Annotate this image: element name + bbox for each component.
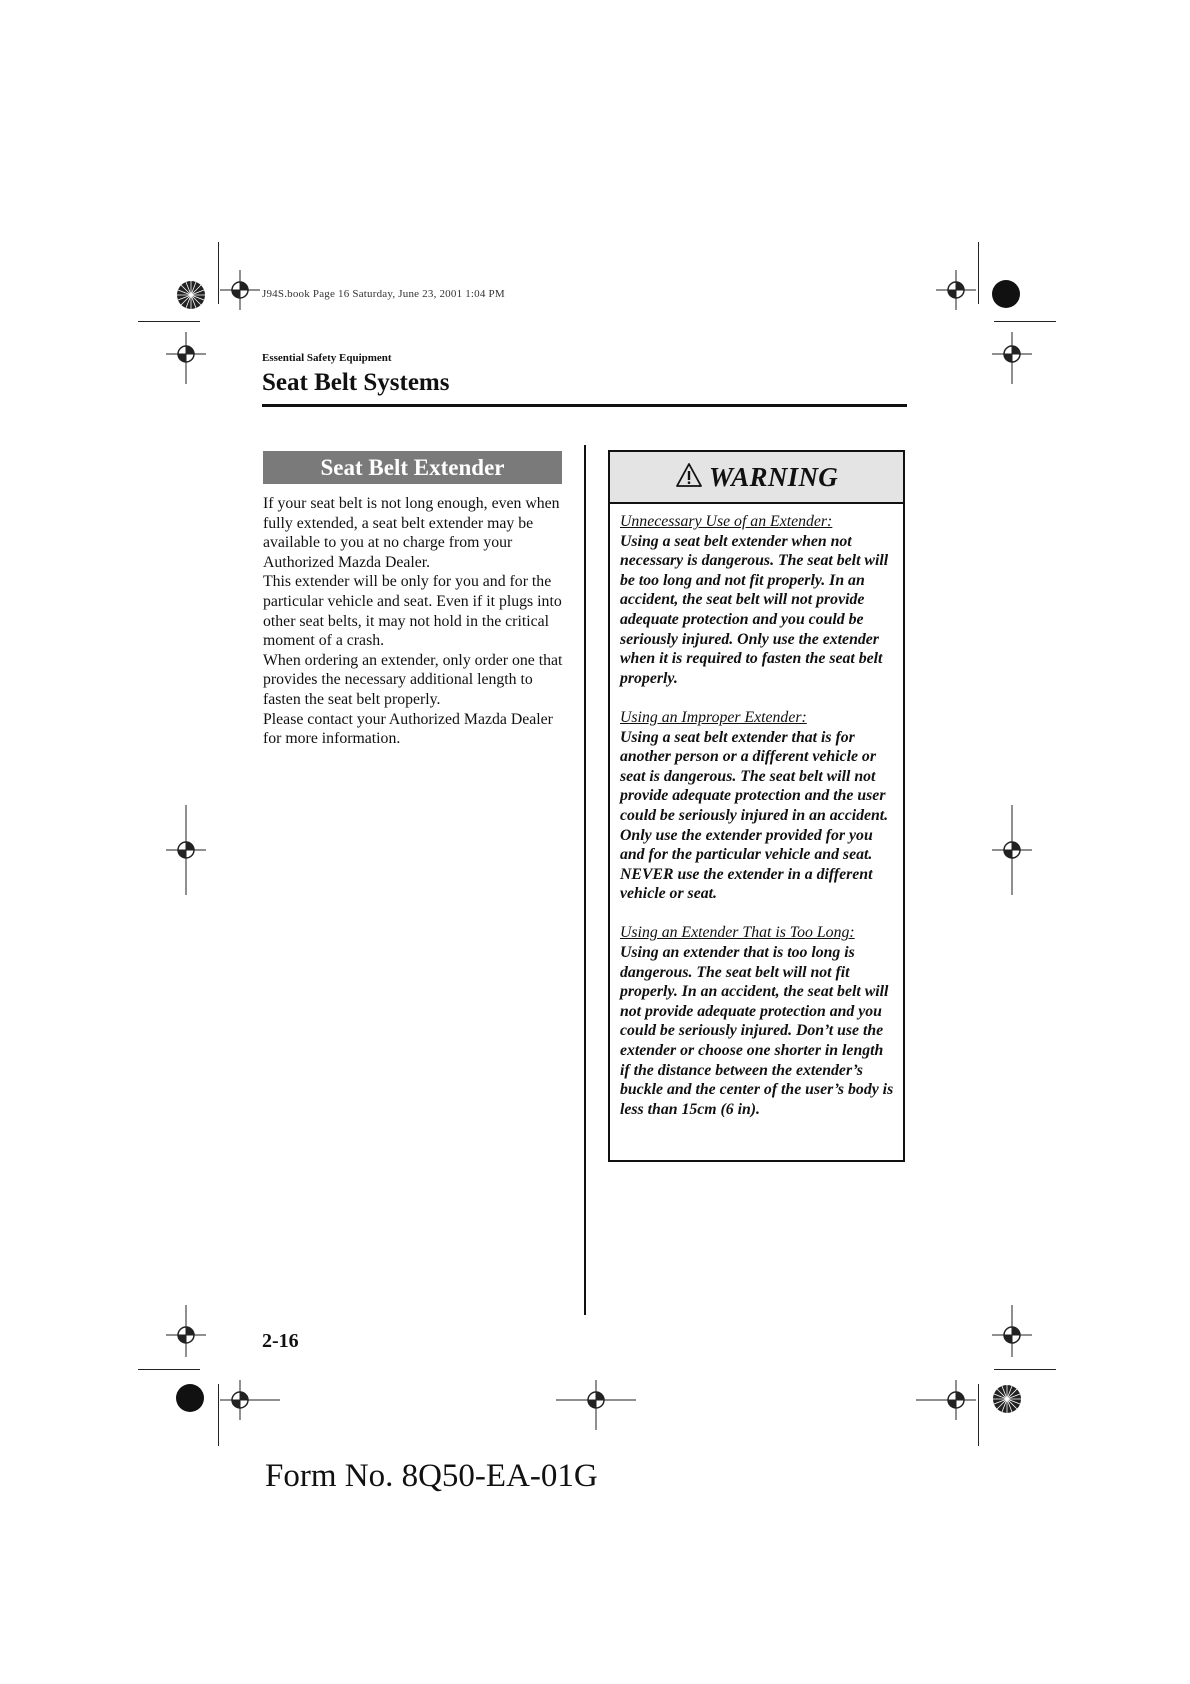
warning-block-heading: Using an Improper Extender: bbox=[620, 708, 807, 726]
page-title: Seat Belt Systems bbox=[262, 369, 450, 396]
section-label: Essential Safety Equipment bbox=[262, 352, 392, 364]
page-number: 2-16 bbox=[262, 1330, 299, 1352]
title-divider bbox=[262, 404, 907, 407]
crosshair-icon bbox=[166, 324, 206, 384]
crosshair-icon bbox=[992, 1305, 1032, 1365]
warning-header bbox=[610, 452, 903, 504]
print-info: J94S.book Page 16 Saturday, June 23, 2001 1:04 PM bbox=[262, 288, 505, 300]
trim-line bbox=[138, 321, 200, 322]
registration-dot-icon bbox=[992, 280, 1020, 308]
registration-starburst-icon bbox=[176, 280, 206, 310]
trim-line bbox=[994, 321, 1056, 322]
warning-block bbox=[620, 512, 895, 688]
paragraph: Please contact your Authorized Mazda Dealer for more information. bbox=[263, 710, 553, 748]
warning-block-text: Using an extender that is too long is dangerous. The seat belt will not fit properly. In an accident, the seat belt will not provide adequate protection and you could be seriously injured. Don’t use the extender or choose one shorter in length if the distance between the extender’s buckle and the center of the user’s body is less than 15cm (6 in). bbox=[620, 944, 894, 1118]
crosshair-icon bbox=[220, 1380, 280, 1420]
paragraph: This extender will be only for you and for the particular vehicle and seat. Even if it plugs into other seat belts, it may not hold in the critical moment of a crash. bbox=[263, 573, 562, 650]
warning-title: WARNING bbox=[708, 461, 839, 492]
warning-block-text: Using a seat belt extender when not necessary is dangerous. The seat belt will be too long and not fit properly. In an accident, the seat belt will not provide adequate protection and you could be seriously injured. Only use the extender when it is required to fasten the seat belt properly. bbox=[620, 532, 889, 687]
trim-line bbox=[978, 242, 979, 304]
crosshair-icon bbox=[556, 1380, 636, 1430]
trim-line bbox=[994, 1369, 1056, 1370]
warning-triangle-icon bbox=[675, 462, 703, 493]
crosshair-icon bbox=[936, 270, 976, 310]
warning-content bbox=[610, 504, 903, 1119]
warning-box bbox=[608, 450, 905, 1162]
crosshair-icon bbox=[992, 324, 1032, 384]
crosshair-icon bbox=[916, 1380, 976, 1420]
trim-line bbox=[218, 242, 219, 304]
warning-block-heading: Unnecessary Use of an Extender: bbox=[620, 513, 833, 530]
crosshair-icon bbox=[166, 1305, 206, 1365]
warning-block-heading: Using an Extender That is Too Long: bbox=[620, 924, 855, 942]
trim-line bbox=[218, 1384, 219, 1446]
crosshair-icon bbox=[992, 805, 1032, 895]
body-text bbox=[263, 494, 563, 749]
warning-block bbox=[620, 923, 895, 1119]
registration-dot-icon bbox=[176, 1384, 204, 1412]
column-divider bbox=[584, 445, 586, 1315]
trim-line bbox=[138, 1369, 200, 1370]
form-number: Form No. 8Q50-EA-01G bbox=[265, 1458, 598, 1494]
crosshair-icon bbox=[166, 805, 206, 895]
warning-block-text: Using a seat belt extender that is for another person or a different vehicle or seat is dangerous. The seat belt will not provide adequate protection and the user could be seriously injured in an accident. Only use the extender provided for you and for the particular vehicle and seat. NEVER use the extender in a different vehicle or seat. bbox=[620, 728, 889, 903]
crosshair-icon bbox=[220, 270, 260, 310]
trim-line bbox=[978, 1384, 979, 1446]
registration-starburst-icon bbox=[992, 1384, 1022, 1414]
paragraph: When ordering an extender, only order one that provides the necessary additional length to fasten the seat belt properly. bbox=[263, 651, 563, 708]
paragraph: If your seat belt is not long enough, even when fully extended, a seat belt extender may be available to you at no charge from your Authorized Mazda Dealer. bbox=[263, 495, 560, 571]
subsection-heading: Seat Belt Extender bbox=[263, 451, 562, 484]
warning-block bbox=[620, 708, 895, 904]
